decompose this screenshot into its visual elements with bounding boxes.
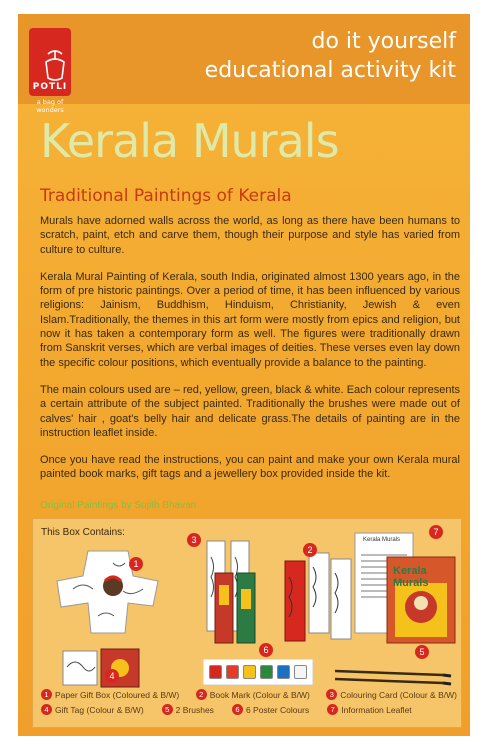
legend-badge: 6	[232, 704, 243, 715]
legend-label: Information Leaflet	[341, 704, 412, 715]
product-subtitle: Traditional Paintings of Kerala	[40, 186, 292, 206]
brand-logo	[26, 28, 74, 114]
legend-item	[196, 689, 310, 700]
legend-label: Book Mark (Colour & B/W)	[209, 689, 310, 700]
legend-item	[162, 704, 214, 715]
legend-item	[327, 704, 411, 715]
leaflet-small-title: Kerala Murals	[363, 537, 401, 543]
credit-line: Original Paintings by Sujith Bhavan	[40, 500, 197, 511]
legend-label: 6 Poster Colours	[245, 704, 310, 715]
paragraph: The main colours used are – red, yellow, green, black & white. Each colour represents a certain attribute of the subject painted. Traditionally the brushes were made out of calves' hair , goat's belly hair and delicate grass.The details of painting are in the instruction leaflet inside.	[40, 383, 460, 439]
legend-badge: 3	[326, 689, 337, 700]
legend-item	[41, 704, 144, 715]
contents-panel	[32, 518, 462, 728]
paint-pot	[277, 665, 290, 679]
gift-tag-illustration	[61, 647, 151, 691]
leaflet-cover-title: Kerala Murals	[393, 565, 429, 589]
brushes-illustration	[333, 665, 453, 689]
paragraph: Kerala Mural Painting of Kerala, south India, originated almost 1300 years ago, in the form of pre historic paintings. Over a period of time, it has been influenced by various religions: Jainism, Buddhism, Hinduism, Christianity, Jewish & even Islam.Traditionally, the themes in this art form were mostly from epics and religion, but now it has taken a contemporary form as well. The figures were traditionally drawn from Sanskrit verses, which are verbal images of deities. These verses even lay down the specific colour positions, which eventually provide a balance to the painting.	[40, 270, 460, 369]
paint-pot	[243, 665, 256, 679]
header-line-2: educational activity kit	[204, 58, 456, 83]
legend-item	[326, 689, 457, 700]
paragraph: Once you have read the instructions, you can paint and make your own Kerala mural painted book marks, gift tags and a jewellery box provided inside the kit.	[40, 454, 460, 481]
legend-item	[232, 704, 309, 715]
colouring-card-illustration	[185, 537, 265, 647]
product-box	[18, 14, 470, 736]
gift-box-illustration	[53, 541, 163, 641]
bookmark-illustration	[279, 547, 359, 647]
legend-badge: 4	[41, 704, 52, 715]
legend-row	[41, 704, 457, 715]
contents-legend	[41, 689, 457, 719]
item-badge-1: 1	[129, 557, 143, 571]
item-badge-4: 4	[105, 669, 119, 683]
paint-pots	[209, 665, 307, 679]
legend-badge: 7	[327, 704, 338, 715]
legend-badge: 1	[41, 689, 52, 700]
legend-badge: 5	[162, 704, 173, 715]
legend-label: 2 Brushes	[175, 704, 214, 715]
legend-label: Paper Gift Box (Coloured & B/W)	[55, 689, 180, 700]
item-badge-3: 3	[187, 533, 201, 547]
product-title: Kerala Murals	[40, 114, 339, 168]
legend-badge: 2	[196, 689, 207, 700]
item-badge-5: 5	[415, 645, 429, 659]
item-badge-6: 6	[259, 643, 273, 657]
potli-bag-icon	[40, 48, 70, 84]
legend-row	[41, 689, 457, 700]
header-text	[205, 28, 456, 86]
item-badge-2: 2	[303, 543, 317, 557]
logo-text: POTLI	[32, 82, 68, 92]
paint-pot	[226, 665, 239, 679]
brand-tagline: a bag of wonders	[36, 98, 64, 114]
legend-item	[41, 689, 179, 700]
paragraph: Murals have adorned walls across the world, as long as there have been humans to scratch, paint, etch and carve them, though their purpose and style has varied from culture to culture.	[40, 215, 460, 256]
paint-pot	[260, 665, 273, 679]
description	[40, 214, 460, 495]
contents-title: This Box Contains:	[41, 527, 125, 538]
legend-label: Gift Tag (Colour & B/W)	[55, 704, 144, 715]
header-line-1: do it yourself	[311, 29, 456, 54]
logo-badge	[29, 28, 71, 96]
legend-label: Colouring Card (Colour & B/W)	[340, 689, 457, 700]
paint-pot	[294, 665, 307, 679]
item-badge-7: 7	[429, 525, 443, 539]
paint-pot	[209, 665, 222, 679]
